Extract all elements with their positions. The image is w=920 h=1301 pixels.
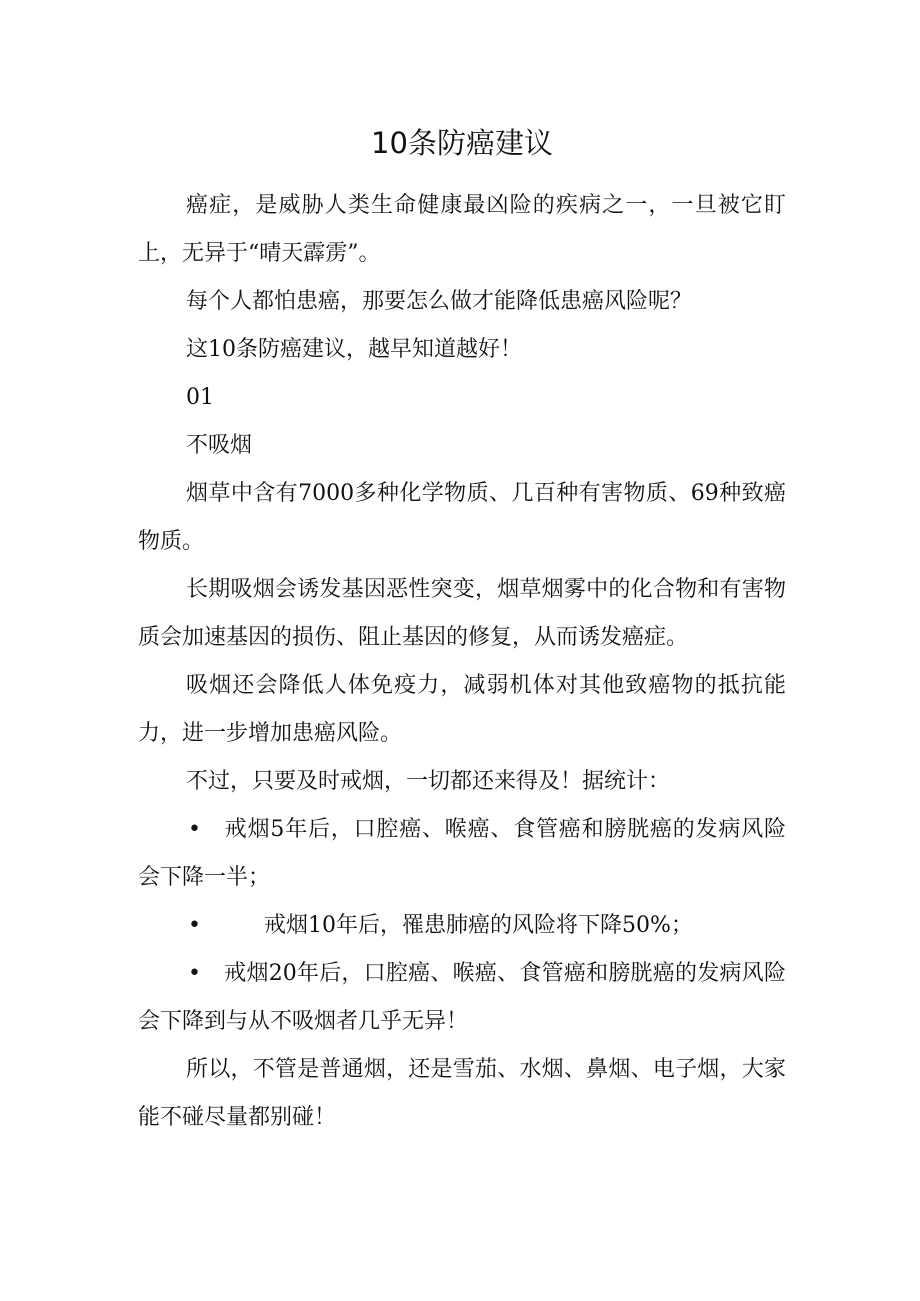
bullet-item	[138, 950, 786, 1046]
document-title: 10条防癌建议	[371, 126, 553, 160]
section-heading: 不吸烟	[186, 433, 253, 458]
section-number: 01	[186, 385, 214, 410]
body-paragraph: 烟草中含有7000多种化学物质、几百种有害物质、69种致癌物质。	[138, 481, 786, 554]
closing-paragraph: 所以，不管是普通烟，还是雪茄、水烟、鼻烟、电子烟，大家能不碰尽量都别碰！	[138, 1057, 786, 1130]
bullet-icon: •	[188, 817, 201, 842]
lead-paragraph: 这10条防癌建议，越早知道越好！	[186, 337, 522, 362]
intro-paragraph: 癌症，是威胁人类生命健康最凶险的疾病之一，一旦被它盯上，无异于“晴天霹雳”。	[138, 193, 786, 266]
bullet-icon: •	[188, 961, 201, 986]
bullet-item	[138, 806, 786, 902]
bullet-text: 戒烟5年后，口腔癌、喉癌、食管癌和膀胱癌的发病风险会下降一半；	[138, 817, 786, 890]
bullet-item	[138, 902, 786, 950]
bullet-text: 戒烟20年后，口腔癌、喉癌、食管癌和膀胱癌的发病风险会下降到与从不吸烟者几乎无异！	[138, 961, 786, 1034]
document-page	[138, 118, 786, 1142]
body-paragraph: 不过，只要及时戒烟，一切都还来得及！据统计：	[186, 769, 671, 794]
bullet-text: 戒烟10年后，罹患肺癌的风险将下降50%；	[264, 913, 693, 938]
question-paragraph: 每个人都怕患癌，那要怎么做才能降低患癌风险呢？	[186, 289, 693, 314]
body-paragraph: 吸烟还会降低人体免疫力，减弱机体对其他致癌物的抵抗能力，进一步增加患癌风险。	[138, 673, 786, 746]
bullet-icon: •	[188, 913, 201, 938]
body-paragraph: 长期吸烟会诱发基因恶性突变，烟草烟雾中的化合物和有害物质会加速基因的损伤、阻止基因的修复，从而诱发癌症。	[138, 577, 786, 650]
